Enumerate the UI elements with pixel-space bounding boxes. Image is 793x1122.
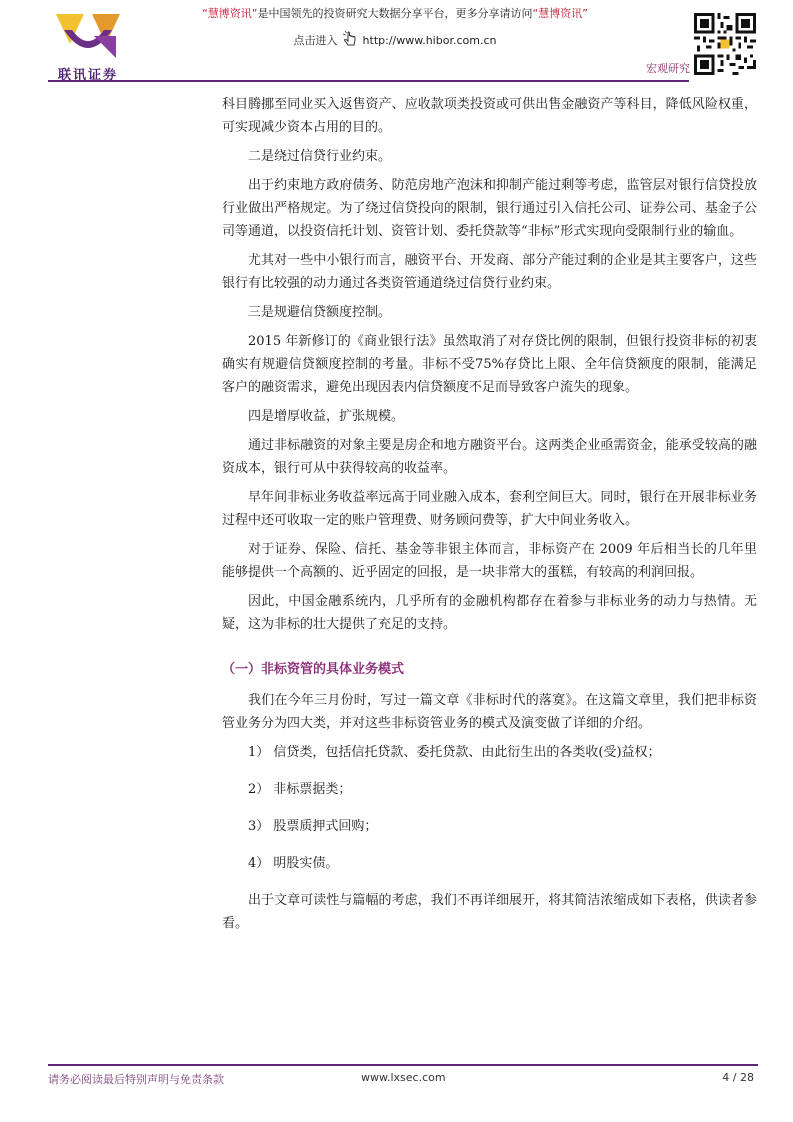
quote-mark: “	[532, 7, 539, 20]
list-item: 4） 明股实债。	[248, 856, 339, 871]
list-item: 2） 非标票据类；	[248, 782, 352, 797]
footer-divider	[48, 1064, 758, 1066]
body-paragraph: 三是规避信贷额度控制。	[248, 305, 392, 320]
qr-code-icon[interactable]	[694, 13, 756, 75]
section-heading: （一）非标资管的具体业务模式	[222, 662, 405, 677]
hibor-link[interactable]: http://www.hibor.com.cn	[362, 34, 497, 47]
logo-mark-icon	[54, 10, 122, 68]
company-logo	[48, 10, 128, 82]
promo-brand: 慧博资讯	[207, 7, 252, 20]
body-paragraph: 2015 年新修订的《商业银行法》虽然取消了对存贷比例的限制，但银行投资非标的初衷确实有规避信贷额度控制的考量。非标不受75%存贷比上限、全年信贷额度的限制，能满足客户的融资需求，避免出现因表内信贷额度不足而导致客户流失的现象。	[222, 334, 757, 395]
click-enter-label: 点击进入	[293, 34, 338, 47]
promo-brand-2: 慧博资讯	[538, 7, 583, 20]
quote-mark: ”	[582, 7, 588, 20]
body-paragraph: 早年间非标业务收益率远高于同业融入成本，套利空间巨大。同时，银行在开展非标业务过程中还可收取一定的账户管理费、财务顾问费等，扩大中间业务收入。	[222, 490, 757, 528]
report-category-label: 宏观研究	[646, 62, 690, 75]
body-paragraph: 出于约束地方政府债务、防范房地产泡沫和抑制产能过剩等考虑，监管层对银行信贷投放行业做出严格规定。为了绕过信贷投向的限制，银行通过引入信托公司、证券公司、基金子公司等通道，以投资信托计划、资管计划、委托贷款等“非标”形式实现向受限制行业的输血。	[222, 178, 757, 239]
body-paragraph: 对于证券、保险、信托、基金等非银主体而言，非标资产在 2009 年后相当长的几年里能够提供一个高额的、近乎固定的回报，是一块非常大的蛋糕，有较高的利润回报。	[222, 542, 757, 580]
promo-text: 是中国领先的投资研究大数据分享平台，更多分享请访问	[257, 7, 533, 20]
body-paragraph: 尤其对一些中小银行而言，融资平台、开发商、部分产能过剩的企业是其主要客户，这些银行有比较强的动力通过各类资管通道绕过信贷行业约束。	[222, 253, 757, 291]
website-link[interactable]: www.lxsec.com	[361, 1071, 446, 1084]
body-paragraph: 二是绕过信贷行业约束。	[248, 149, 392, 164]
page-number: 4 / 28	[722, 1071, 754, 1084]
closing-paragraph: 出于文章可读性与篇幅的考虑，我们不再详细展开，将其简洁浓缩成如下表格，供读者参看。	[222, 893, 757, 931]
logo-text: 联讯证券	[57, 68, 118, 83]
body-paragraph: 科目腾挪至同业买入返售资产、应收款项类投资或可供出售金融资产等科目，降低风险权重，可实现减少资本占用的目的。	[222, 97, 757, 135]
quote-mark: ”	[251, 7, 258, 20]
page-footer	[48, 1071, 758, 1087]
list-item: 3） 股票质押式回购；	[248, 819, 378, 834]
promo-banner	[140, 6, 650, 49]
report-body	[222, 93, 757, 941]
body-paragraph: 因此，中国金融系统内，几乎所有的金融机构都存在着参与非标业务的动力与热情。无疑，这为非标的壮大提供了充足的支持。	[222, 594, 757, 632]
intro-paragraph: 我们在今年三月份时，写过一篇文章《非标时代的落寞》。在这篇文章里，我们把非标资管业务分为四大类，并对这些非标资管业务的模式及演变做了详细的介绍。	[222, 693, 757, 731]
page-header	[0, 0, 793, 84]
body-paragraph: 通过非标融资的对象主要是房企和地方融资平台。这两类企业亟需资金，能承受较高的融资成本，银行可从中获得较高的收益率。	[222, 438, 757, 476]
list-item: 1） 信贷类，包括信托贷款、委托贷款、由此衍生出的各类收(受)益权；	[248, 745, 661, 760]
header-divider	[48, 80, 689, 82]
body-paragraph: 四是增厚收益，扩张规模。	[248, 409, 405, 424]
disclaimer-notice: 请务必阅读最后特别声明与免责条款	[48, 1073, 224, 1086]
quote-mark: “	[202, 7, 208, 20]
pointer-hand-icon	[341, 30, 359, 48]
